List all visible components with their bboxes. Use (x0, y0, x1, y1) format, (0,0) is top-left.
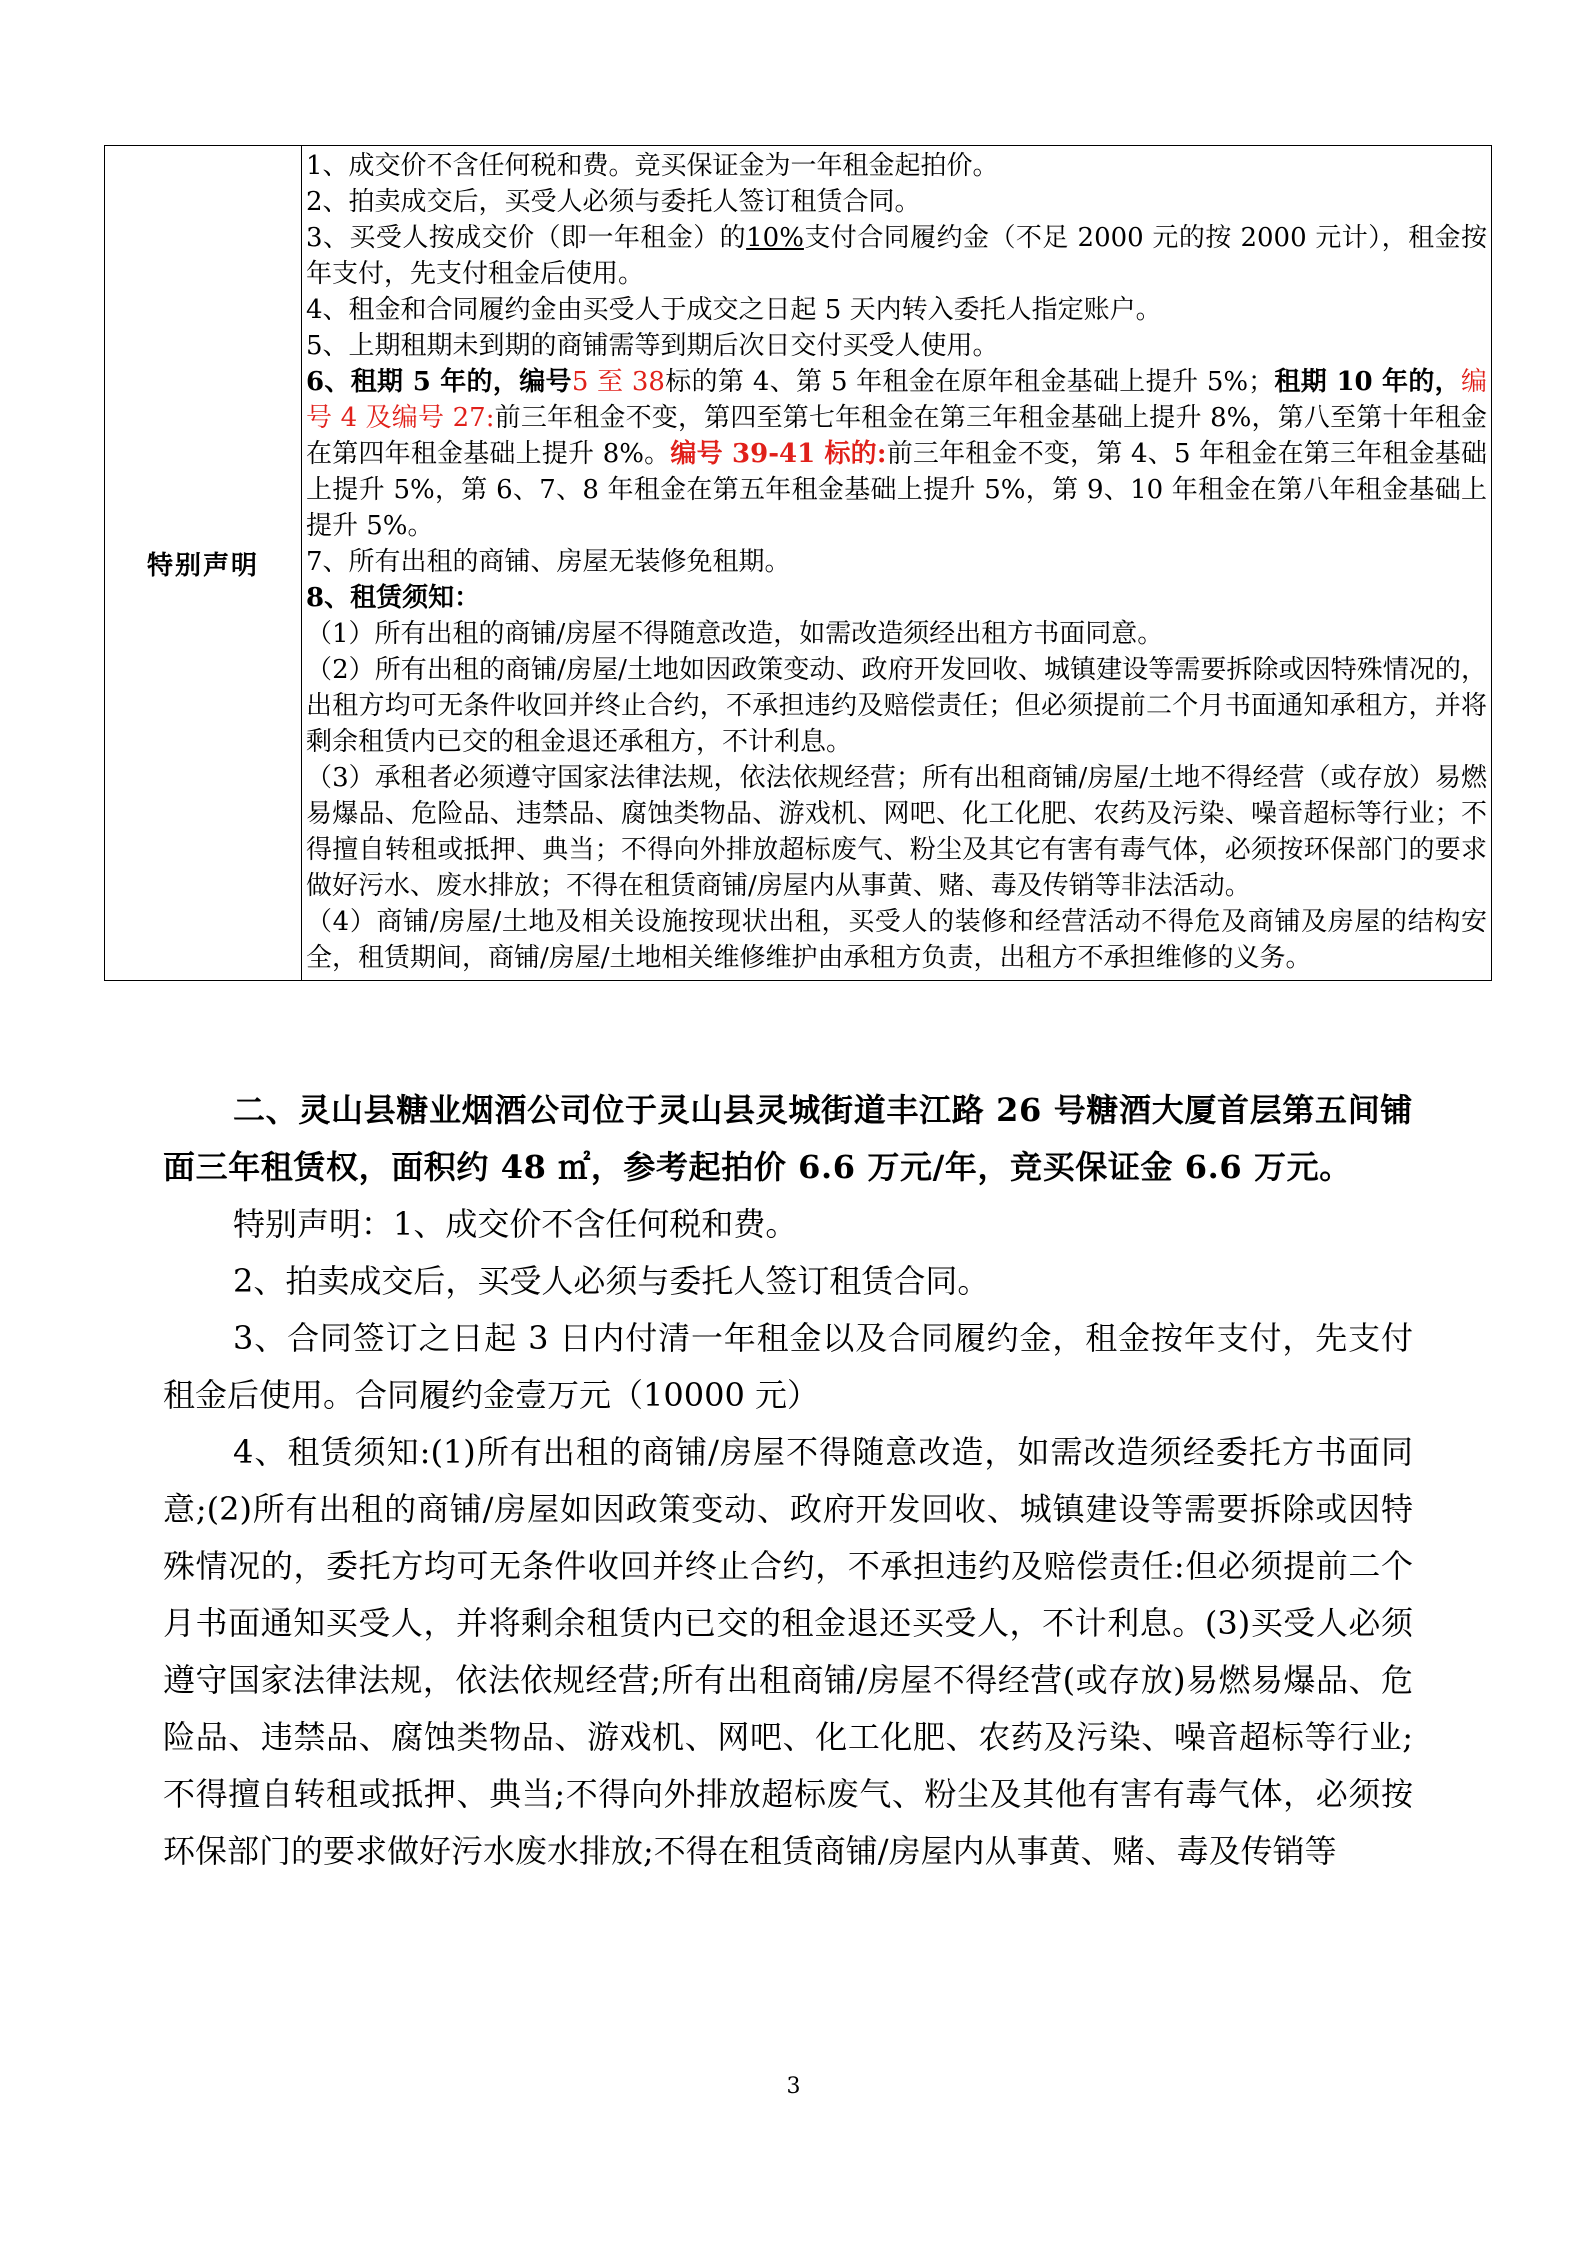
clause-6-lead: 6、租期 5 年的，编号 (306, 367, 572, 397)
clause-8-heading: 8、租赁须知： (306, 583, 481, 613)
clause-6-part-f: 前三年租金不变，第四至第七年租金在第三年租金基础上提升 8%，第八至第十年租金在第四年租金基础上提升 8%。 (306, 403, 1488, 469)
lease-note-3: （3）承租者必须遵守国家法律法规，依法依规经营；所有出租商铺/房屋/土地不得经营（或存放）易燃易爆品、危险品、违禁品、腐蚀类物品、游戏机、网吧、化工化肥、农药及污染、噪音超标等行业；不得擅自转租或抵押、典当；不得向外排放超标废气、粉尘及其它有害有毒气体，必须按环保部门的要求做好污水、废水排放；不得在租赁商铺/房屋内从事黄、赌、毒及传销等非法活动。 (306, 763, 1487, 901)
lease-note-4: （4）商铺/房屋/土地及相关设施按现状出租，买受人的装修和经营活动不得危及商铺及房屋的结构安全，租赁期间，商铺/房屋/土地相关维修维护由承租方负责，出租方不承担维修的义务。 (306, 907, 1487, 973)
special-declaration-label: 特别声明 (146, 550, 259, 581)
clause-4: 4、租金和合同履约金由买受人于成交之日起 5 天内转入委托人指定账户。 (306, 295, 1162, 325)
section-two-declaration-1: 特别声明：1、成交价不含任何税和费。 (233, 1205, 798, 1243)
clause-3 (306, 220, 1487, 292)
special-declaration-table (104, 145, 1492, 981)
clause-6-lots-39-41: 编号 39-41 标的: (670, 439, 887, 469)
clause-6-part-h: 前三年租金不变，第 4、5 年租金在第三年租金基础上提升 5%，第 6、7、8 年租金在第五年租金基础上提升 5%，第 9、10 年租金在第八年租金基础上提升 5%。 (306, 439, 1488, 541)
clause-3-part-a: 3、买受人按成交价（即一年租金）的 (306, 223, 747, 253)
clause-6-part-c: 标的第 4、第 5 年租金在原年租金基础上提升 5%； (664, 367, 1275, 397)
section-two-heading: 二、灵山县糖业烟酒公司位于灵山县灵城街道丰江路 26 号糖酒大厦首层第五间铺面三年租赁权，面积约 48 ㎡，参考起拍价 6.6 万元/年，竞买保证金 6.6 万元。 (163, 1091, 1413, 1186)
clause-6-lot-range: 5 至 38 (571, 367, 665, 397)
page-number: 3 (786, 2074, 801, 2099)
section-two-declaration-4: 4、租赁须知:(1)所有出租的商铺/房屋不得随意改造，如需改造须经委托方书面同意;(2)所有出租的商铺/房屋如因政策变动、政府开发回收、城镇建设等需要拆除或因特殊情况的，委托方均可无条件收回并终止合约，不承担违约及赔偿责任:但必须提前二个月书面通知买受人，并将剩余租赁内已交的租金退还买受人，不计利息。(3)买受人必须遵守国家法律法规，依法依规经营;所有出租商铺/房屋不得经营(或存放)易燃易爆品、危险品、违禁品、腐蚀类物品、游戏机、网吧、化工化肥、农药及污染、噪音超标等行业;不得擅自转租或抵押、典当;不得向外排放超标废气、粉尘及其他有害有毒气体，必须按环保部门的要求做好污水废水排放;不得在租赁商铺/房屋内从事黄、赌、毒及传销等 (163, 1433, 1413, 1870)
clause-1: 1、成交价不含任何税和费。竞买保证金为一年租金起拍价。 (306, 151, 999, 181)
clause-6-lots-4-27: 编号 4 及编号 27: (306, 367, 1487, 433)
section-two-body (163, 1082, 1413, 1880)
clause-6-ten-year: 租期 10 年的， (1274, 367, 1461, 397)
clause-3-percent: 10% (746, 223, 804, 253)
lease-note-1: （1）所有出租的商铺/房屋不得随意改造，如需改造须经出租方书面同意。 (306, 619, 1164, 649)
table-row (105, 146, 1492, 981)
clause-5: 5、上期租期未到期的商铺需等到期后次日交付买受人使用。 (306, 331, 999, 361)
clause-2: 2、拍卖成交后，买受人必须与委托人签订租赁合同。 (306, 187, 921, 217)
table-label-cell (105, 146, 302, 981)
lease-note-2: （2）所有出租的商铺/房屋/土地如因政策变动、政府开发回收、城镇建设等需要拆除或因特殊情况的，出租方均可无条件收回并终止合约，不承担违约及赔偿责任；但必须提前二个月书面通知承租方，并将剩余租赁内已交的租金退还承租方，不计利息。 (306, 655, 1487, 757)
table-content-cell (302, 146, 1492, 981)
section-two-declaration-2: 2、拍卖成交后，买受人必须与委托人签订租赁合同。 (233, 1262, 990, 1300)
clause-7: 7、所有出租的商铺、房屋无装修免租期。 (306, 547, 791, 577)
clause-6 (306, 364, 1487, 544)
clause-3-part-b: 支付合同履约金（不足 2000 元的按 2000 元计），租金按年支付，先支付租金后使用。 (306, 223, 1488, 289)
section-two-declaration-3: 3、合同签订之日起 3 日内付清一年租金以及合同履约金，租金按年支付，先支付租金后使用。合同履约金壹万元（10000 元） (163, 1319, 1413, 1414)
